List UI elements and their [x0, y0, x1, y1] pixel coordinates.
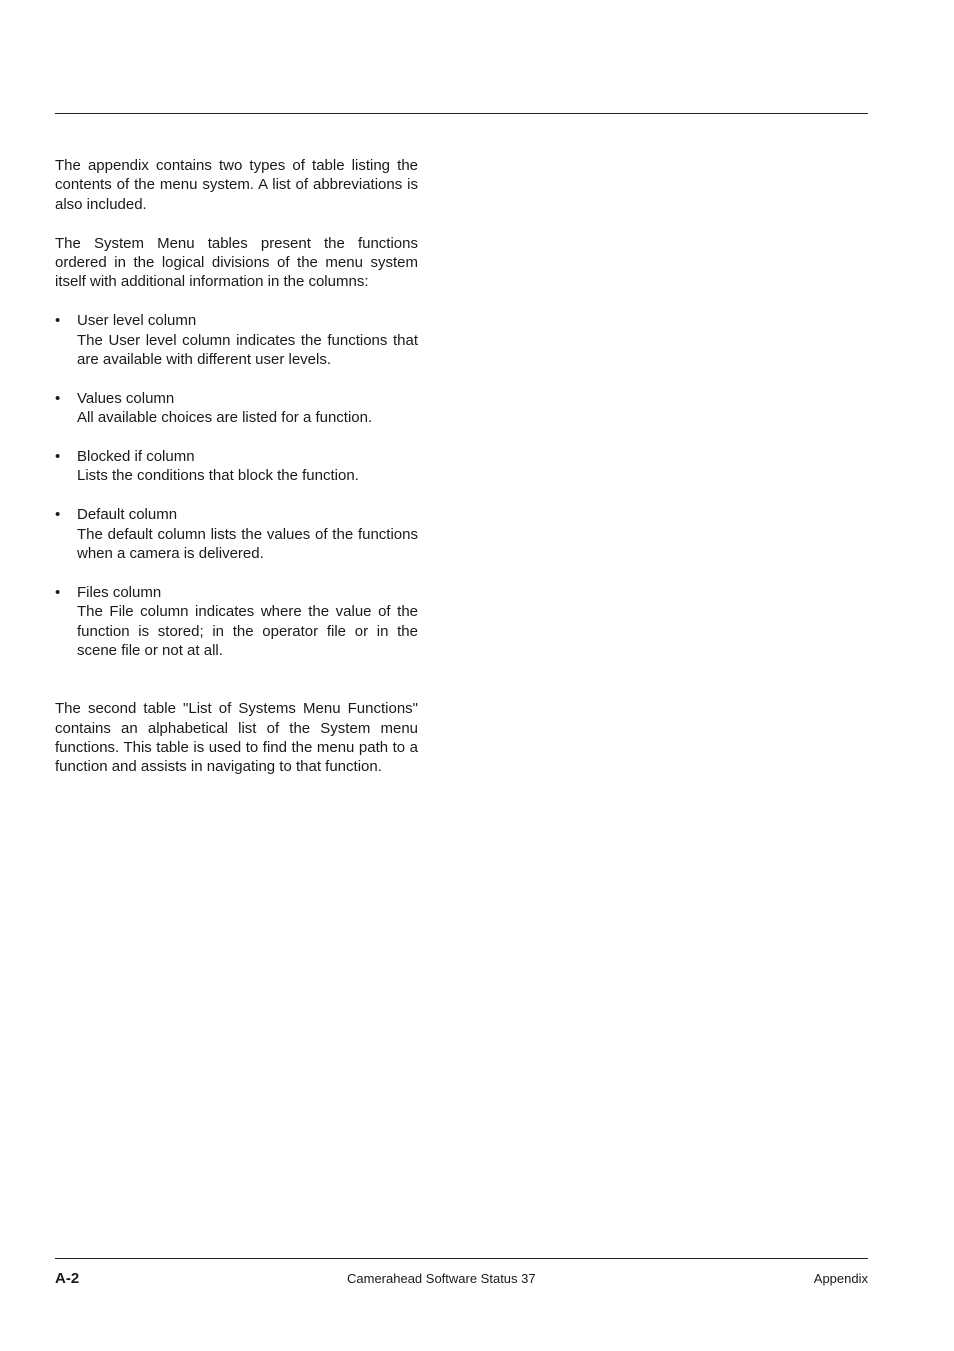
second-table-paragraph: The second table "List of Systems Menu Functions" contains an alphabetical list of the System menu functions. This table is used to find the menu path to a function and assists in navigating to that function.	[55, 700, 418, 776]
document-title: Camerahead Software Status 37	[347, 1271, 536, 1286]
list-item	[55, 447, 418, 486]
bullet-icon: •	[55, 506, 61, 524]
section-name: Appendix	[813, 1271, 868, 1286]
list-item-description: All available choices are listed for a function.	[77, 409, 373, 427]
list-item	[55, 583, 418, 661]
list-item	[55, 505, 418, 563]
column-list	[55, 311, 418, 660]
list-item-heading: Values column	[77, 389, 175, 407]
bullet-icon: •	[55, 583, 61, 601]
system-menu-paragraph: The System Menu tables present the functions ordered in the logical divisions of the menu system itself with additional information in the columns:	[55, 234, 418, 291]
list-item-description: The default column lists the values of the functions when a camera is delivered.	[77, 525, 418, 563]
list-item	[55, 311, 418, 369]
intro-paragraph: The appendix contains two types of table listing the contents of the menu system. A list of abbreviations is also included.	[55, 157, 418, 213]
section-spacer	[55, 680, 418, 699]
bullet-icon: •	[55, 448, 61, 466]
page-number: A-2	[55, 1270, 80, 1287]
header-rule	[55, 113, 868, 114]
footer-rule	[55, 1258, 868, 1259]
list-item-heading: Default column	[77, 506, 178, 524]
list-item-heading: Files column	[77, 583, 162, 601]
bullet-icon: •	[55, 389, 61, 407]
list-item-description: The User level column indicates the functions that are available with different user levels.	[77, 331, 418, 369]
list-item-heading: Blocked if column	[77, 448, 195, 466]
list-item	[55, 389, 418, 428]
main-content	[55, 156, 418, 796]
list-item-heading: User level column	[77, 312, 197, 330]
list-item-description: The File column indicates where the value of the function is stored; in the operator file or in the scene file or not at all.	[77, 603, 418, 660]
bullet-icon: •	[55, 312, 61, 330]
list-item-description: Lists the conditions that block the function.	[77, 467, 359, 485]
